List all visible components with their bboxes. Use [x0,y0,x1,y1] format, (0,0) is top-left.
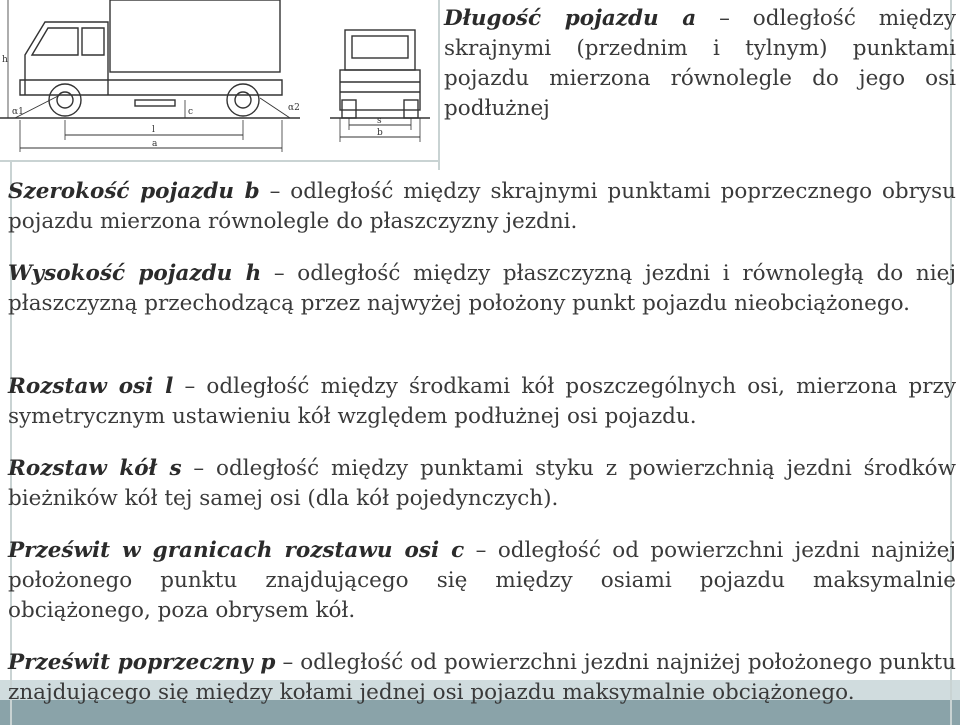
label-h: h [2,55,8,65]
truck-side-view [0,0,300,152]
label-l: l [152,125,155,135]
label-b: b [377,128,383,138]
label-alpha2: α2 [288,103,300,113]
definition-dash: – [273,261,285,286]
definition-ground-clearance [8,536,956,626]
definition-dash: – [184,374,196,399]
definition-dash: – [282,650,294,675]
definition-term: Prześwit poprzeczny p [8,650,276,675]
definition-term: Prześwit w granicach rozstawu osi c [8,538,465,563]
definition-text: odległość od powierzchni jezdni najniżej położonego punktu znajdującego się między kołami jednej osi pojazdu maksymalnie obciążonego. [8,650,956,705]
definition-text: odległość między środkami kół poszczególnych osi, mierzona przy symetrycznym ustawieniu kół względem podłużnej osi pojazdu. [8,374,956,429]
frame-line-left [10,160,12,725]
definition-text: odległość od powierzchni jezdni najniżej położonego punktu znajdującego się między osiami pojazdu maksymalnie obciążonego, poza obrysem kół. [8,538,956,623]
definition-wheelbase [8,372,956,432]
definition-dash: – [475,538,487,563]
definition-term: Długość pojazdu a [444,6,697,31]
label-c: c [188,107,194,117]
label-alpha1: α1 [12,107,24,117]
definition-text: odległość między skrajnymi (przednim i tylnym) punktami pojazdu mierzona równolegle do jego osi podłużnej [444,6,957,121]
definition-term: Rozstaw kół s [8,456,182,481]
definition-term: Wysokość pojazdu h [8,261,262,286]
vehicle-dimensions-figure [0,0,440,170]
definition-text: odległość między skrajnymi punktami poprzecznego obrysu pojazdu mierzona równolegle do płaszczyzny jezdni. [8,179,956,234]
definition-dash: – [193,456,205,481]
definition-text: odległość między płaszczyzną jezdni i równoległą do niej płaszczyzną przechodzącą przez najwyżej położony punkt pojazdu nieobciążonego. [8,261,956,316]
definition-width [8,177,956,237]
definition-term: Rozstaw osi l [8,374,174,399]
definition-length [444,4,956,124]
definition-dash: – [719,6,730,31]
definition-term: Szerokość pojazdu b [8,179,260,204]
definition-dash: – [269,179,281,204]
label-s: s [377,116,382,126]
definition-transverse-clearance [8,648,956,708]
definition-height [8,259,956,319]
definition-track [8,454,956,514]
definition-text: odległość między punktami styku z powierzchnią jezdni środków bieżników kół tej samej osi (dla kół pojedynczych). [8,456,956,511]
label-a: a [152,139,158,149]
